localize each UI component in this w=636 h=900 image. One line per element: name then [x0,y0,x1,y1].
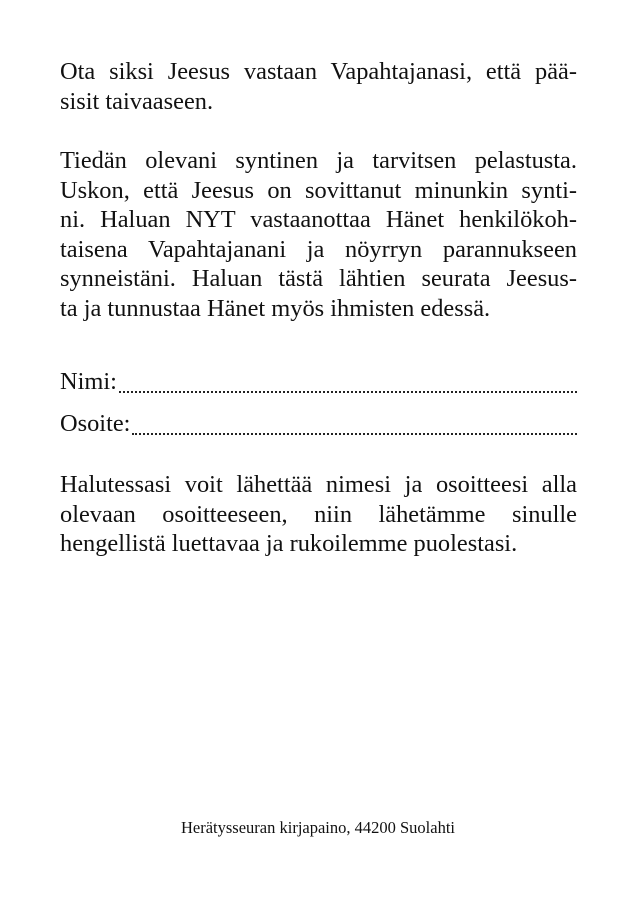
intro-paragraph [60,57,577,116]
prayer-paragraph [60,146,577,323]
prayer-line: Uskon, että Jeesus on sovittanut minunkin synti- [60,176,577,204]
printer-footer: Herätysseuran kirjapaino, 44200 Suolahti [180,818,456,837]
name-field[interactable] [60,367,577,397]
info-paragraph [60,470,577,559]
name-dotted-line[interactable] [119,369,577,393]
intro-line: sisit taivaaseen. [60,87,214,115]
prayer-line: synneistäni. Haluan tästä lähtien seurata Jeesus- [60,265,577,292]
prayer-line: ni. Haluan NYT vastaanottaa Hänet henkilökoh- [60,206,577,233]
prayer-line: Tiedän olevani syntinen ja tarvitsen pelastusta. [60,147,577,174]
address-dotted-line[interactable] [132,411,577,435]
tract-page [60,0,577,900]
address-label: Osoite: [60,410,131,437]
info-line: olevaan osoitteeseen, niin lähetämme sinulle [60,500,577,528]
name-label: Nimi: [60,368,117,395]
info-line: Halutessasi voit lähettää nimesi ja osoitteesi alla [60,471,577,498]
prayer-line: taisena Vapahtajanani ja nöyrryn parannukseen [60,235,577,263]
prayer-line: ta ja tunnustaa Hänet myös ihmisten edessä. [60,294,491,322]
address-field[interactable] [60,409,577,439]
intro-line: Ota siksi Jeesus vastaan Vapahtajanasi, että pää- [60,58,577,85]
info-line: hengellistä luettavaa ja rukoilemme puolestasi. [60,530,518,557]
